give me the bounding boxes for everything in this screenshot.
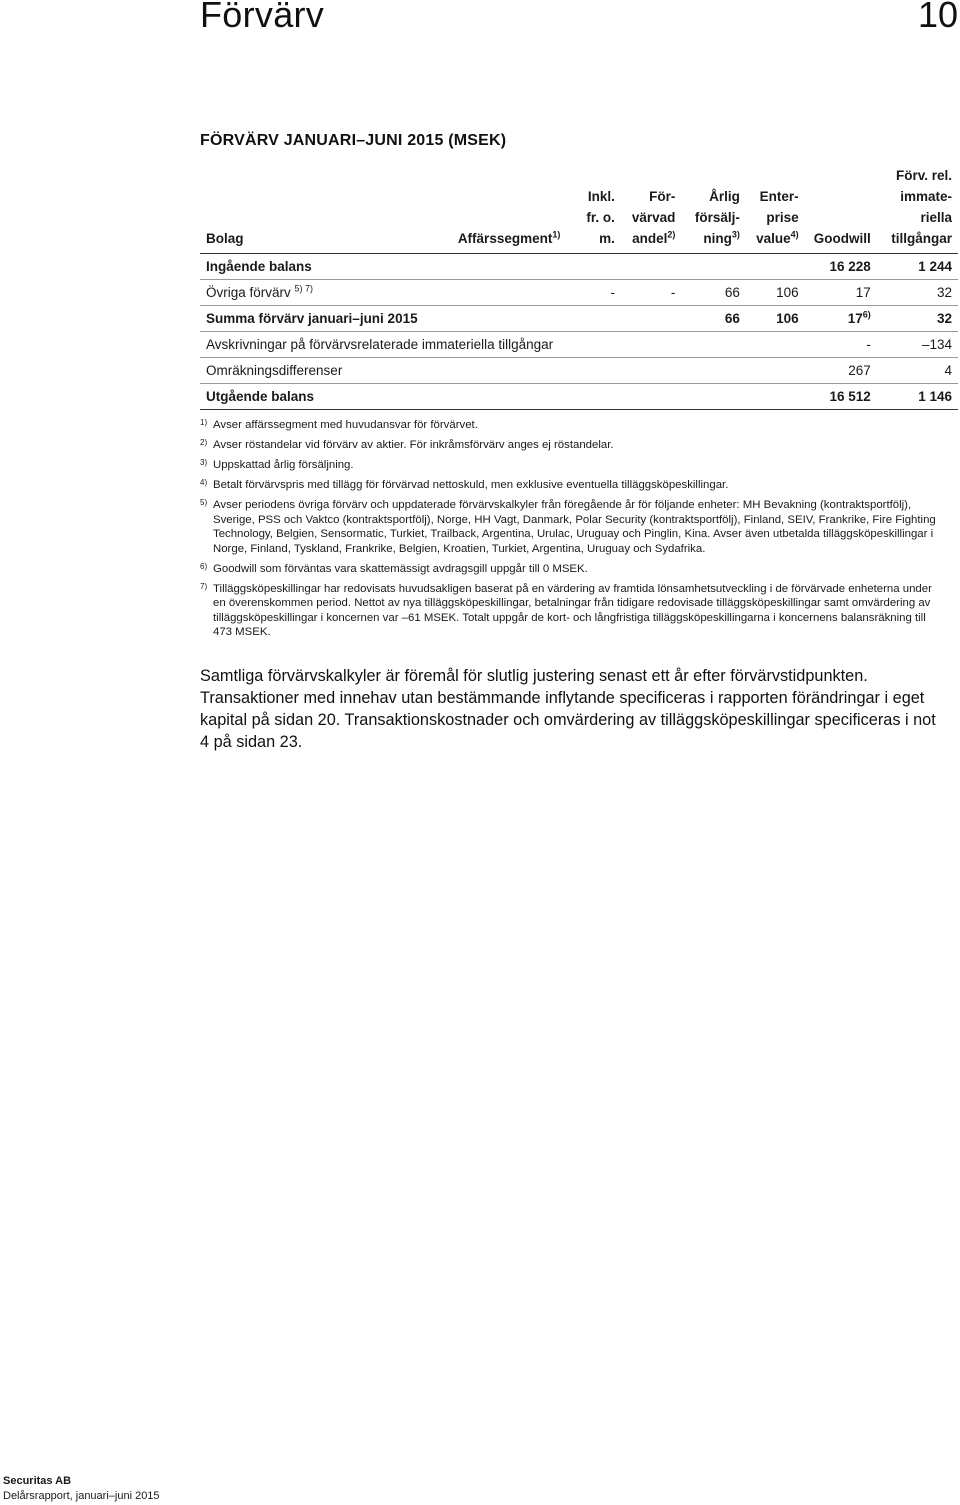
row-label: Avskrivningar på förvärvsrelaterade immateriella tillgångar [200, 332, 746, 358]
cell-ev [746, 384, 805, 410]
footnotes [200, 418, 940, 645]
footer-report: Delårsrapport, januari–juni 2015 [3, 1490, 160, 1502]
table-row [200, 306, 958, 332]
cell-inkl [566, 358, 621, 384]
page-number: 10 [917, 0, 958, 35]
footnote-text: Avser periodens övriga förvärv och uppdaterade förvärvskalkyler från föregående år för följande enheter: MH Bevakning (kontraktsportfölj), Sverige, PSS och Vaktco (kontraktsportfölj), Norge, HH Vagt, Danmark, Polar Security (kontraktsportfölj), Finland, SEIV, Frankrike, Fire Fighting Technology, Belgien, Sensormatic, Turkiet, Trailback, Argentina, Urulac, Uruguay och Pinglin, Kina. Avser även utbetalda tilläggsköpeskillingar i Norge, Finland, Tyskland, Frankrike, Belgien, Kroatien, Turkiet, Argentina, Uruguay och Sydafrika. [213, 499, 936, 555]
footnote-text: Avser affärssegment med huvudansvar för förvärvet. [213, 419, 478, 431]
cell-inkl [566, 384, 621, 410]
footnote-number: 3) [200, 458, 208, 467]
footnote-text: Uppskattad årlig försäljning. [213, 459, 354, 471]
cell-ev: 106 [746, 280, 805, 306]
header-enterprise-value: Enter- prise value$^{4)}$ [746, 165, 805, 254]
cell-ev [746, 358, 805, 384]
footnote-number: 6) [200, 561, 208, 571]
footnote [200, 438, 940, 453]
table-row [200, 384, 958, 410]
footnote-number: 5) [200, 498, 208, 507]
footnote-text: Goodwill som förväntas vara skattemässigt avdragsgill uppgår till 0 MSEK. [213, 562, 588, 575]
footnote [200, 498, 940, 556]
cell-goodwill: 16 228 [805, 254, 877, 280]
footnote-number: 2) [200, 438, 208, 447]
cell-immat: 1 244 [877, 254, 958, 280]
footnote-number: 4) [200, 478, 208, 487]
header-bolag: Bolag [200, 165, 454, 254]
cell-arlig: 66 [681, 280, 746, 306]
cell-inkl: - [566, 280, 621, 306]
row-label: Summa förvärv januari–juni 2015 [200, 306, 566, 332]
table-row [200, 332, 958, 358]
cell-ev: 106 [746, 306, 805, 332]
cell-immat: 32 [877, 280, 958, 306]
cell-immat: 4 [877, 358, 958, 384]
cell-ev [746, 254, 805, 280]
footnote [200, 458, 940, 473]
cell-goodwill: 17 [805, 280, 877, 306]
page-header [0, 0, 960, 40]
acquisitions-table [200, 165, 958, 410]
header-forv-rel-immateriella: Förv. rel. immate- riella tillgångar [877, 165, 958, 254]
cell-goodwill: 16 512 [805, 384, 877, 410]
table-row [200, 358, 958, 384]
cell-immat: –134 [877, 332, 958, 358]
cell-arlig [681, 358, 746, 384]
header-forvarvad-andel: För- värvad andel$^{2)}$ [621, 165, 681, 254]
cell-andel [621, 384, 681, 410]
cell-inkl [566, 306, 621, 332]
table-row [200, 280, 958, 306]
page-title: Förvärv [200, 0, 325, 35]
cell-immat: 1 146 [877, 384, 958, 410]
cell-goodwill: 267 [805, 358, 877, 384]
footer-company: Securitas AB [3, 1475, 72, 1487]
footnote [200, 582, 940, 640]
footnote [200, 478, 940, 493]
cell-arlig [681, 254, 746, 280]
cell-andel: - [621, 280, 681, 306]
footnote-text: Betalt förvärvspris med tillägg för förvärvad nettoskuld, men exklusive eventuella tilläggsköpeskillingar. [213, 479, 729, 491]
cell-goodwill: - [805, 332, 877, 358]
footnote [200, 562, 940, 577]
header-inkl: Inkl. fr. o. m. [566, 165, 621, 254]
cell-andel [621, 358, 681, 384]
section-heading: FÖRVÄRV JANUARI–JUNI 2015 (MSEK) [200, 132, 507, 149]
table-row [200, 254, 958, 280]
cell-arlig [681, 384, 746, 410]
cell-arlig: 66 [681, 306, 746, 332]
footnote-number: 1) [200, 418, 208, 427]
cell-andel [621, 306, 681, 332]
header-arlig-forsaljning: Årlig försälj- ning$^{3)}$ [681, 165, 746, 254]
row-label: Ingående balans [200, 254, 566, 280]
row-label: Utgående balans [200, 384, 566, 410]
row-label: Omräkningsdifferenser [200, 358, 566, 384]
table-header-row [200, 165, 958, 254]
cell-inkl [566, 254, 621, 280]
cell-goodwill: 17$^{6)}$ [805, 306, 877, 332]
footnote-text: Avser röstandelar vid förvärv av aktier. För inkråmsförvärv anges ej röstandelar. [213, 439, 614, 451]
page-footer [3, 1474, 160, 1504]
footnote-text: Tilläggsköpeskillingar har redovisats huvudsakligen baserat på en värdering av framtida lönsamhetsutveckling i de förvärvade enheterna under en överenskommen period. Nettot av nya tilläggsköpeskillingar, betalningar från tidigare redovisade tilläggsköpeskillingar samt omvärdering av tilläggsköpeskillingar i koncernen var –61 MSEK. Totalt uppgår de kort- och långfristiga tilläggsköpeskillingarna i koncernens balansräkning till 473 MSEK. [213, 582, 932, 638]
cell-andel [621, 254, 681, 280]
footnote-number: 7) [200, 581, 208, 591]
row-label: Övriga förvärv $^{5) 7)}$ [200, 280, 566, 306]
header-goodwill: Goodwill [805, 165, 877, 254]
summary-paragraph: Samtliga förvärvskalkyler är föremål för slutlig justering senast ett år efter förvärvstidpunkten. Transaktioner med innehav utan bestämmande inflytande specificeras i rapporten förändringar i eget kapital på sidan 20. Transaktionskostnader och omvärdering av tilläggsköpeskillingar specificeras i not 4 på sidan 23. [200, 667, 936, 751]
cell-immat: 32 [877, 306, 958, 332]
footnote [200, 418, 940, 433]
header-affarssegment: Affärssegment$^{1)}$ [454, 165, 567, 254]
cell-ev [746, 332, 805, 358]
